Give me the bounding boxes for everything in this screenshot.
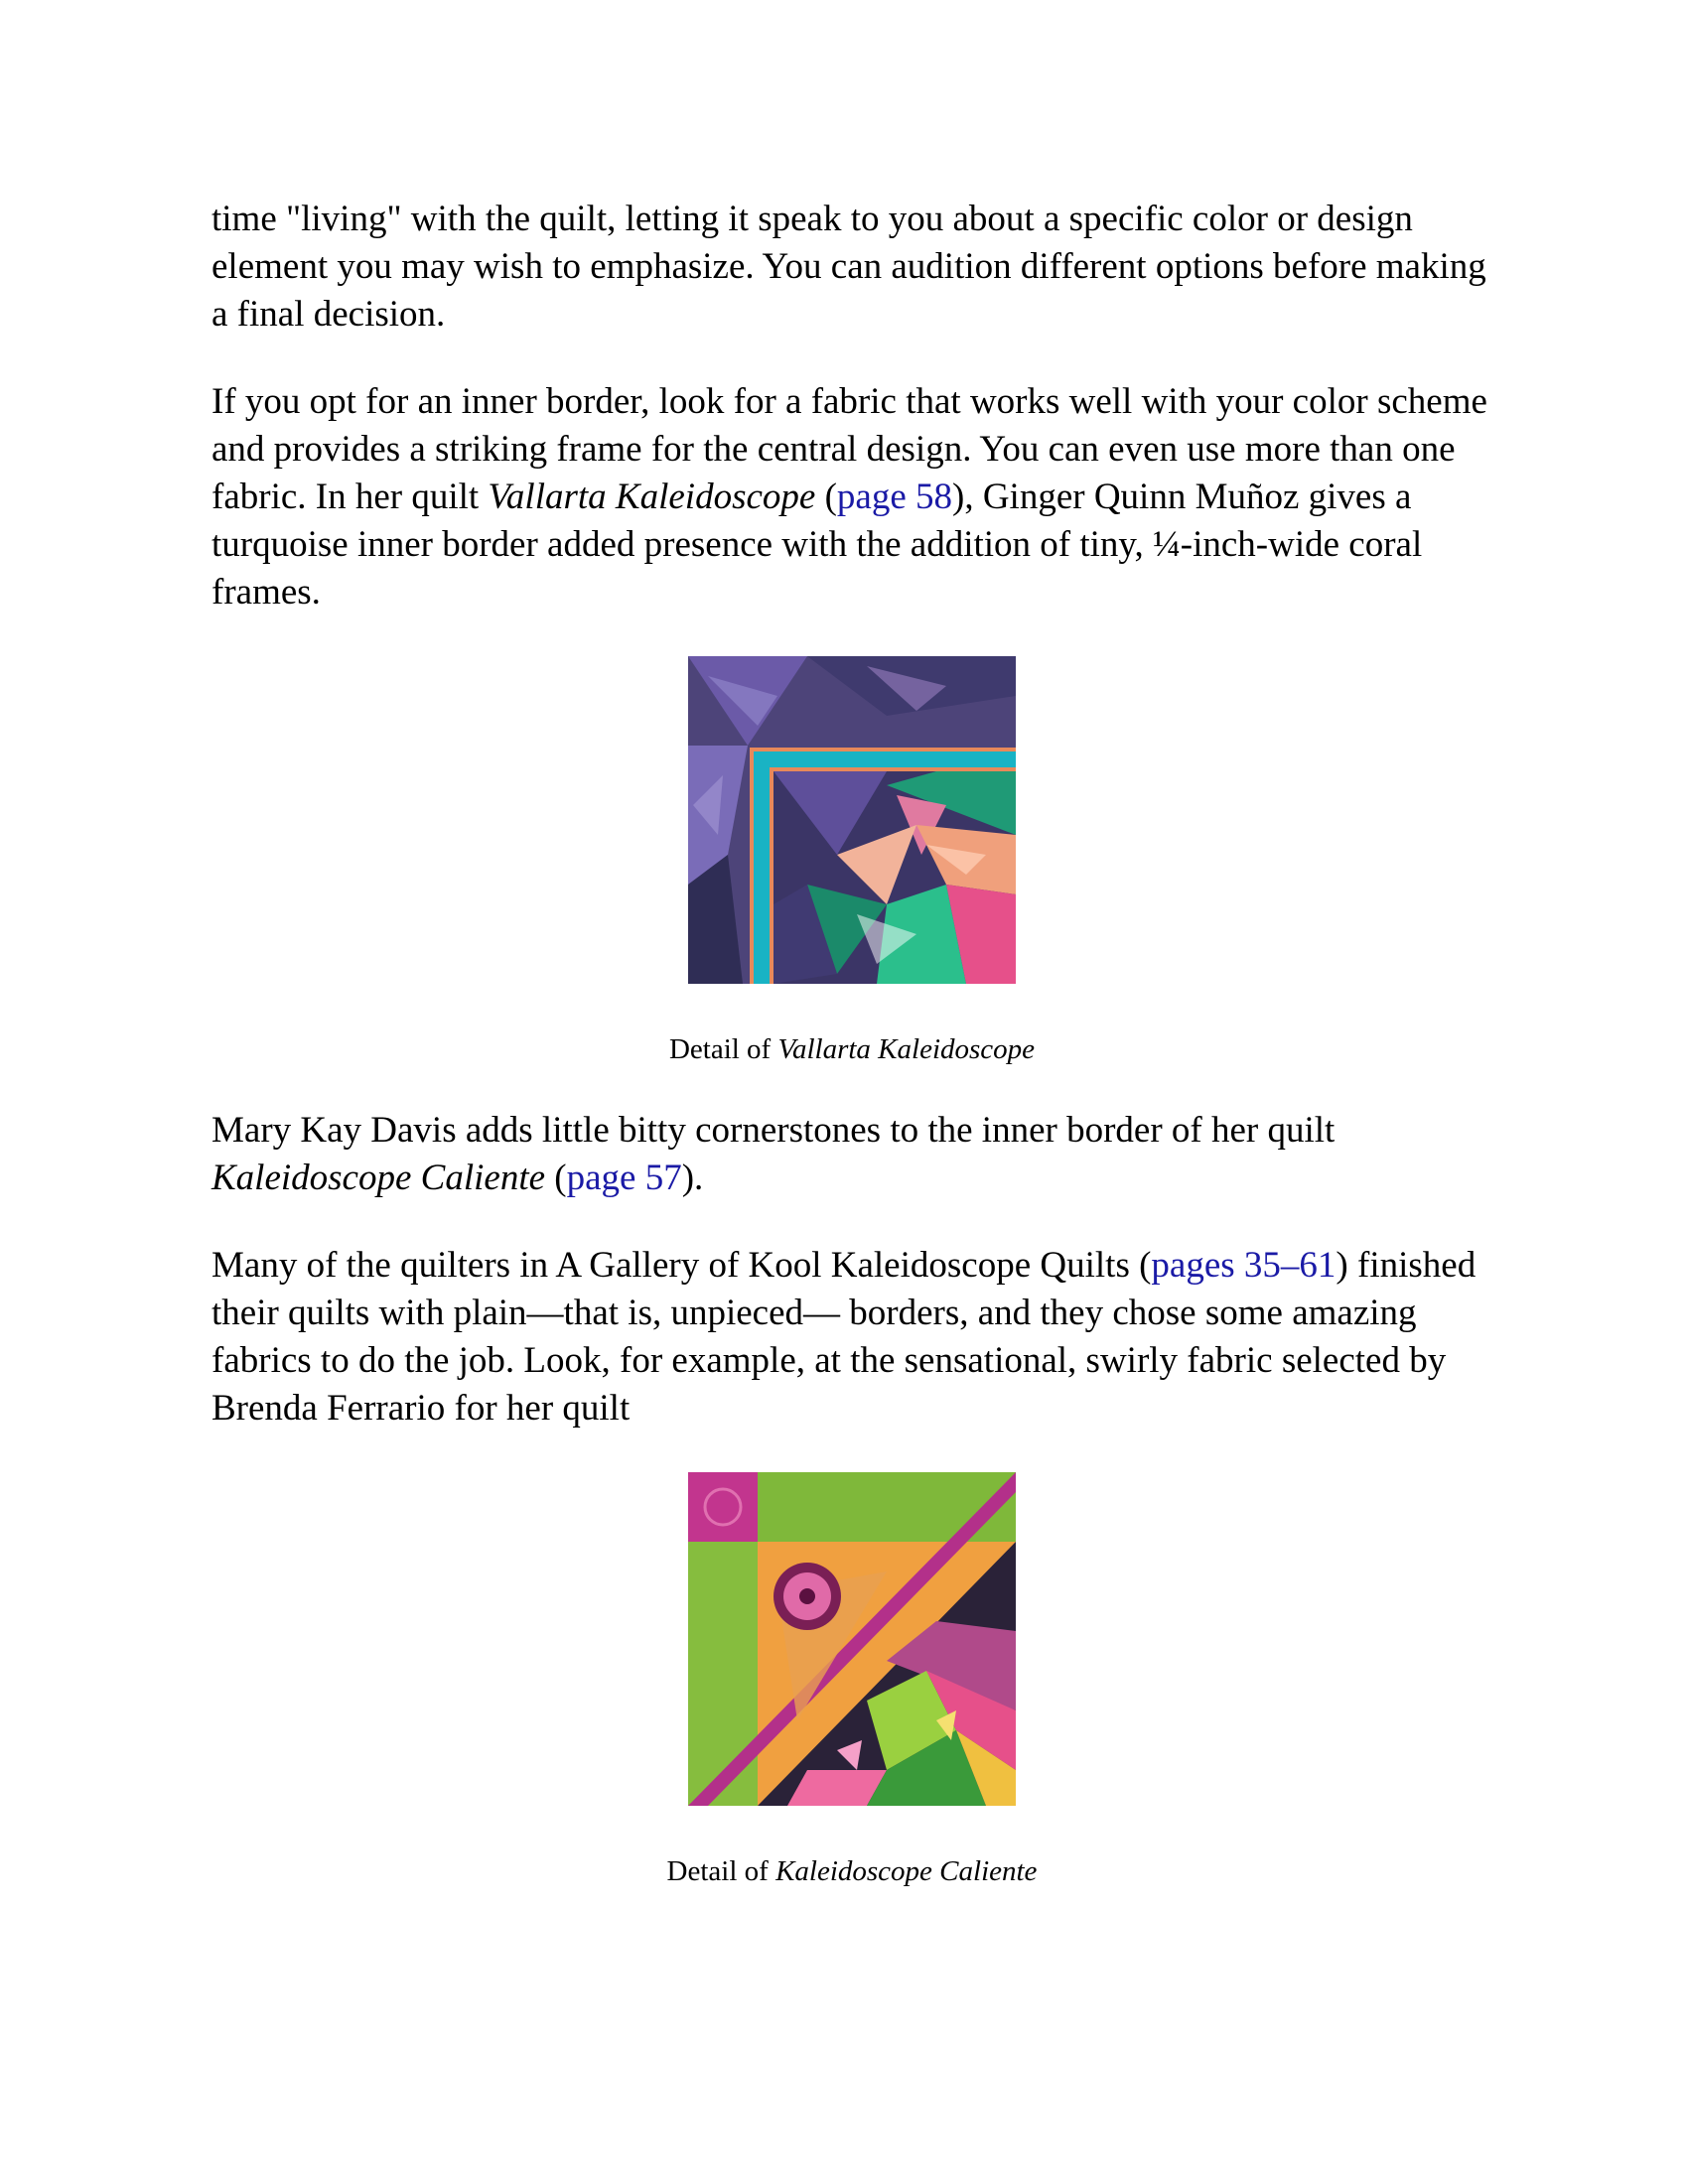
quilt-title-vallarta: Vallarta Kaleidoscope <box>488 477 816 517</box>
document-page <box>211 196 1492 1929</box>
figure-kaleidoscope-caliente <box>211 1472 1492 1806</box>
quilt-title-caliente: Kaleidoscope Caliente <box>211 1158 546 1198</box>
vallarta-kaleidoscope-photo <box>688 656 1016 984</box>
paragraph-2: If you opt for an inner border, look for a fabric that works well with your color scheme and provides a striking frame for the central design. You can even use more than one fabric. In her quilt Vallarta Kaleidoscope (page 58), Ginger Quinn Muñoz gives a turquoise inner border added presence with the addition of tiny, ¼-inch-wide coral frames. <box>211 381 1487 613</box>
caption-caliente: Detail of Kaleidoscope Caliente <box>666 1855 1038 1887</box>
paragraph-1: time "living" with the quilt, letting it speak to you about a specific color or design element you may wish to emphasize. You can audition different options before making a final decision. <box>211 199 1486 335</box>
paragraph-3: Mary Kay Davis adds little bitty cornerstones to the inner border of her quilt Kaleidoscope Caliente (page 57). <box>211 1110 1336 1198</box>
pages-35-61-link[interactable]: pages 35–61 <box>1151 1245 1336 1286</box>
paragraph-4: Many of the quilters in A Gallery of Kool Kaleidoscope Quilts (pages 35–61) finished their quilts with plain—that is, unpieced— borders, and they chose some amazing fabrics to do the job. Look, for example, at the sensational, swirly fabric selected by Brenda Ferrario for her quilt <box>211 1245 1477 1429</box>
page-57-link[interactable]: page 57 <box>566 1158 682 1198</box>
page-58-link[interactable]: page 58 <box>836 477 953 517</box>
caption-vallarta: Detail of Vallarta Kaleidoscope <box>668 1033 1036 1065</box>
kaleidoscope-caliente-photo <box>688 1472 1016 1806</box>
figure-vallarta-kaleidoscope <box>211 656 1492 984</box>
